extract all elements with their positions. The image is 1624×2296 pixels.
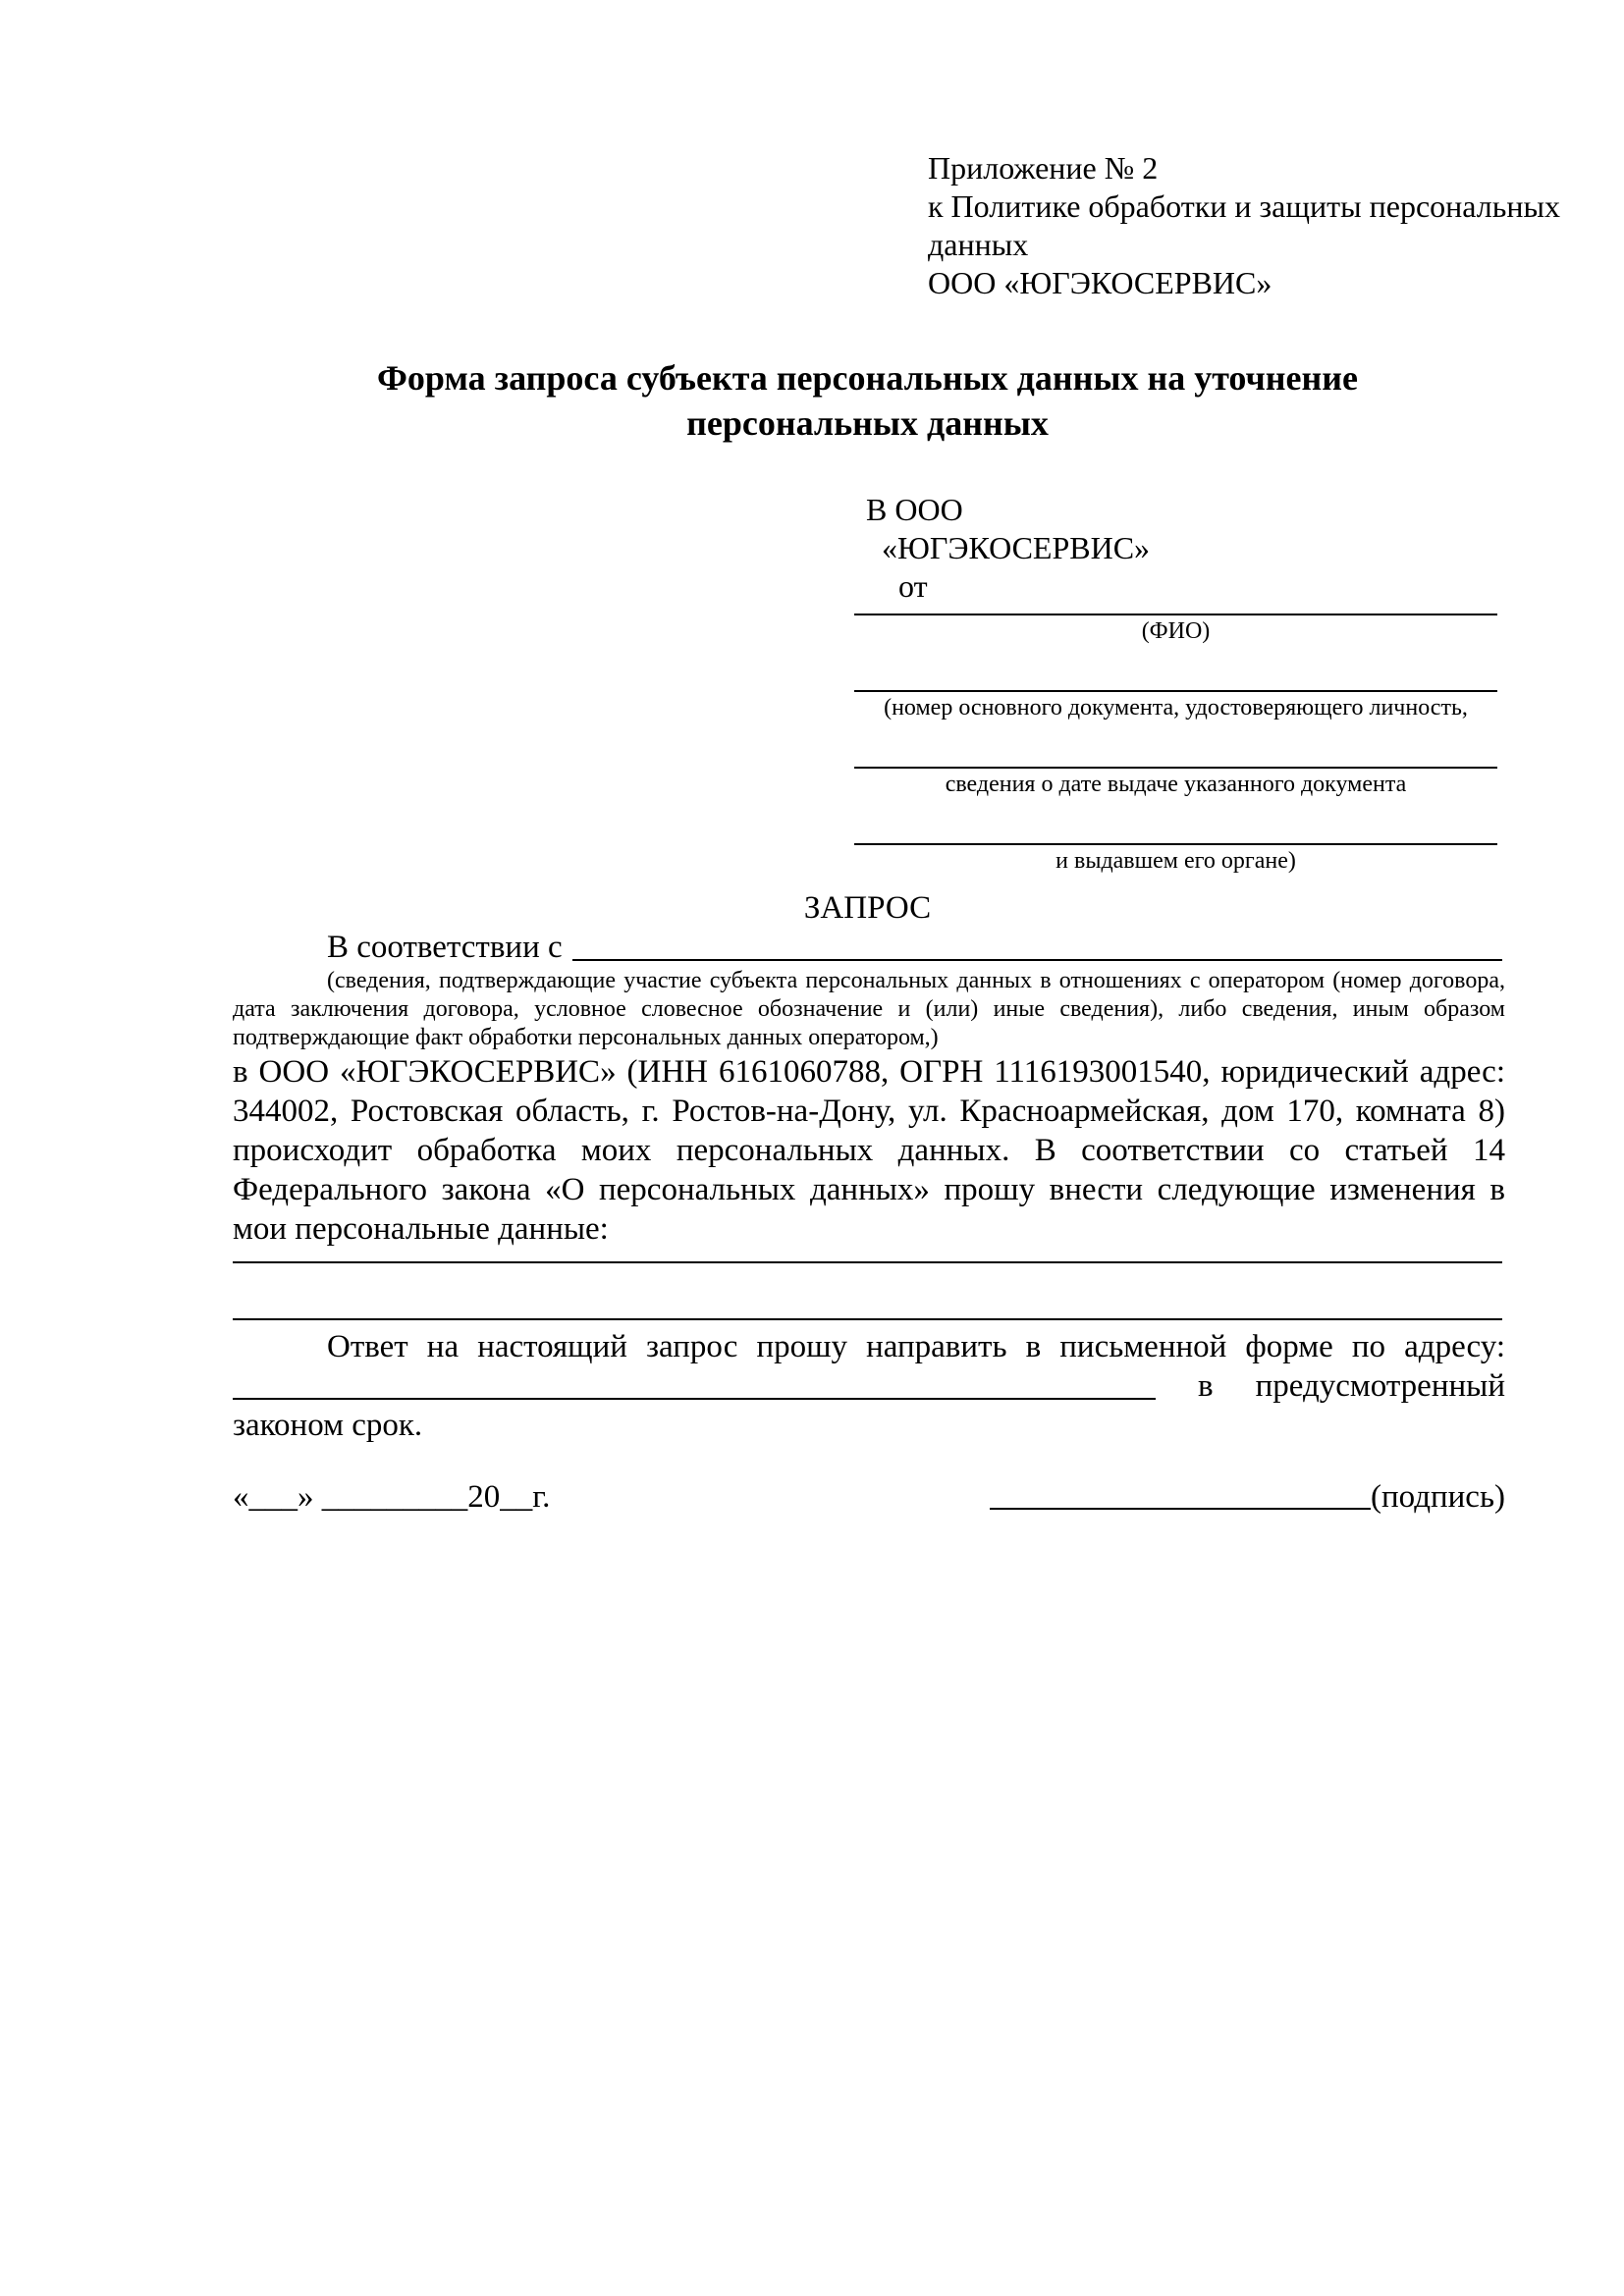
- page-title-line-1: Форма запроса субъекта персональных данных на уточнение: [377, 358, 1358, 398]
- reply-line-1: Ответ на настоящий запрос прошу направить в письменной форме по адресу:: [327, 1329, 1505, 1364]
- recipient-from-label: от: [898, 568, 928, 604]
- date-line: «___» _________20__г.: [233, 1479, 551, 1515]
- intro-line: [233, 928, 1502, 967]
- request-body-paragraph: в ООО «ЮГЭКОСЕРВИС» (ИНН 6161060788, ОГРН 1116193001540, юридический адрес: 344002, Ростовская область, г. Ростов-на-Дону, ул. Красноармейская, дом 170, комната 8) происходит обработка моих персональных данных. В соответствии со статьей 14 Федерального закона «О персональных данных» прошу внести следующие изменения в мои персональные данные:: [233, 1054, 1505, 1247]
- details-blank-line-2: [233, 1318, 1502, 1320]
- recipient-org-line-2: «ЮГЭКОСЕРВИС»: [882, 530, 1151, 565]
- intro-text: В соответствии с: [327, 930, 563, 965]
- intro-blank-line: [572, 928, 1502, 961]
- doc-issuer-field: [854, 843, 1497, 875]
- signature-group: [990, 1477, 1505, 1517]
- appendix-line-4: ООО «ЮГЭКОСЕРВИС»: [928, 265, 1272, 300]
- fio-field: [854, 614, 1497, 645]
- doc-number-field: [854, 690, 1497, 721]
- page-title-line-2: персональных данных: [686, 403, 1049, 443]
- appendix-line-2: к Политике обработки и защиты персональных: [928, 188, 1560, 224]
- reply-word-in: в: [1198, 1368, 1214, 1404]
- footer-row: [233, 1477, 1505, 1517]
- signature-caption: (подпись): [1371, 1479, 1505, 1515]
- reply-line-2: [233, 1366, 1505, 1406]
- recipient-block: [854, 491, 1497, 875]
- signature-blank-line: [990, 1508, 1371, 1510]
- page-title: [233, 355, 1502, 446]
- reply-paragraph: [233, 1327, 1505, 1445]
- operator-relationship-note: (сведения, подтверждающие участие субъекта персональных данных в отношениях с оператором (номер договора, дата заключения договора, условное словесное обозначение и (или) иные сведения), либо сведения, иным образом подтверждающие факт обработки персональных данных оператором,): [233, 968, 1505, 1050]
- doc-date-field: [854, 767, 1497, 798]
- doc-date-caption: сведения о дате выдаче указанного документа: [945, 772, 1407, 797]
- appendix-block: [928, 149, 1560, 302]
- appendix-line-1: Приложение № 2: [928, 150, 1159, 186]
- appendix-line-3: данных: [928, 227, 1029, 262]
- request-heading: ЗАПРОС: [803, 890, 932, 926]
- reply-line-3: законом срок.: [233, 1408, 423, 1443]
- fio-caption: (ФИО): [1141, 618, 1211, 644]
- details-blank-line-1: [233, 1261, 1502, 1263]
- reply-word-prescribed: предусмотренный: [1255, 1368, 1505, 1404]
- recipient-org-line-1: В ООО: [866, 492, 963, 527]
- doc-issuer-caption: и выдавшем его органе): [1056, 848, 1296, 874]
- reply-address-blank-line: [233, 1398, 1156, 1400]
- doc-number-caption: (номер основного документа, удостоверяющего личность,: [884, 695, 1468, 721]
